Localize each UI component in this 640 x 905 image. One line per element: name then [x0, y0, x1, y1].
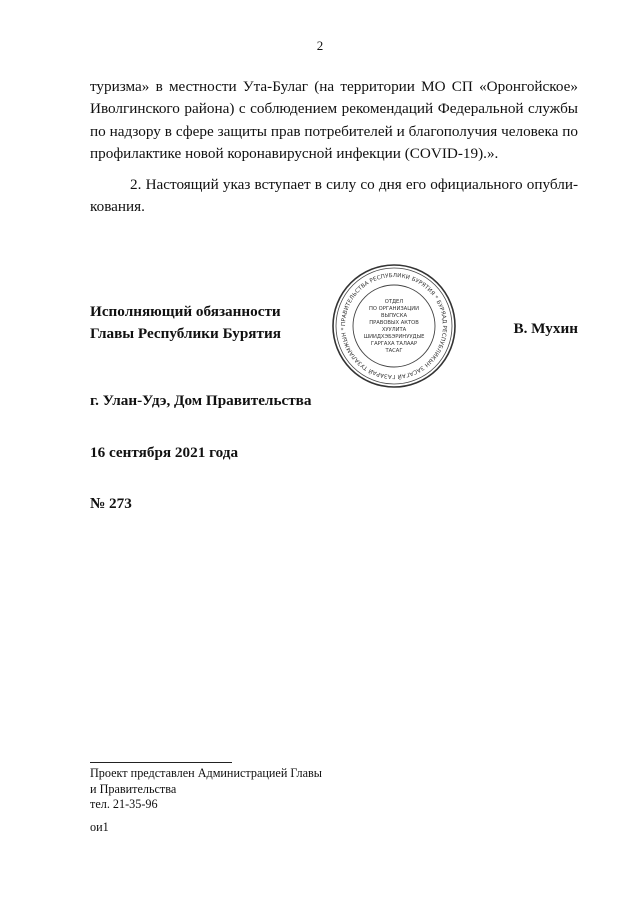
signatory-name: В. Мухин: [513, 320, 578, 337]
seal-inner-text: ХУУЛИТА: [381, 327, 407, 333]
footnote-line: тел. 21-35-96: [90, 797, 158, 811]
footnote-line: и Правительства: [90, 781, 177, 796]
paragraph-continuation: [90, 76, 578, 166]
page-number: 2: [316, 38, 324, 53]
seal-inner-text: ПО ОРГАНИЗАЦИИ: [368, 306, 420, 312]
footnote: [90, 766, 322, 813]
seal-inner-text: ВЫПУСКА: [380, 313, 408, 319]
paragraph-line: 2. Настоящий указ вступает в силу со дня его официального опубли-: [130, 176, 578, 193]
paragraph-line: туризма» в местности Ута-Булаг (на территории МО СП «Оронгойское»: [90, 78, 578, 95]
seal-inner-text: ГАРГАХА ТАЛААР: [370, 341, 418, 347]
signatory-title-line: Главы Республики Бурятия: [90, 325, 281, 342]
seal-inner-text: ОТДЕЛ: [384, 299, 404, 305]
seal-inner-text: ПРАВОВЫХ АКТОВ: [369, 320, 419, 326]
paragraph-line: профилактике новой коронавирусной инфекции (COVID-19).».: [90, 145, 499, 163]
signatory-title-line: Исполняющий обязанности: [90, 303, 281, 320]
place-of-signing: г. Улан-Удэ, Дом Правительства: [90, 392, 312, 409]
official-seal-stamp: [330, 262, 458, 390]
seal-inner-text: ШИИДХЭБЭРИНУУДЫЕ: [363, 334, 425, 340]
paragraph-line: кования.: [90, 198, 145, 216]
document-code: ои1: [90, 820, 109, 834]
paragraph-line: Иволгинского района) с соблюдением рекомендаций Федеральной службы: [90, 100, 578, 118]
paragraph-effective: [90, 174, 578, 219]
footnote-divider: [90, 762, 232, 763]
document-date: 16 сентября 2021 года: [90, 444, 239, 461]
signatory-title: [90, 301, 281, 345]
document-number: № 273: [90, 495, 132, 512]
seal-inner-text: ТАСАГ: [385, 348, 403, 354]
footnote-line: Проект представлен Администрацией Главы: [90, 766, 322, 780]
seal-ring-text: ПРАВИТЕЛЬСТВА РЕСПУБЛИКИ БУРЯТИЯ * БУРЯАД РЕСПУБЛИКЫН ЗАСАГАЙ ГАЗАРАЙ ТУЗАЛАМЖЫН *: [340, 272, 448, 380]
paragraph-line: по надзору в сфере защиты прав потребителей и благополучия человека по: [90, 122, 578, 140]
